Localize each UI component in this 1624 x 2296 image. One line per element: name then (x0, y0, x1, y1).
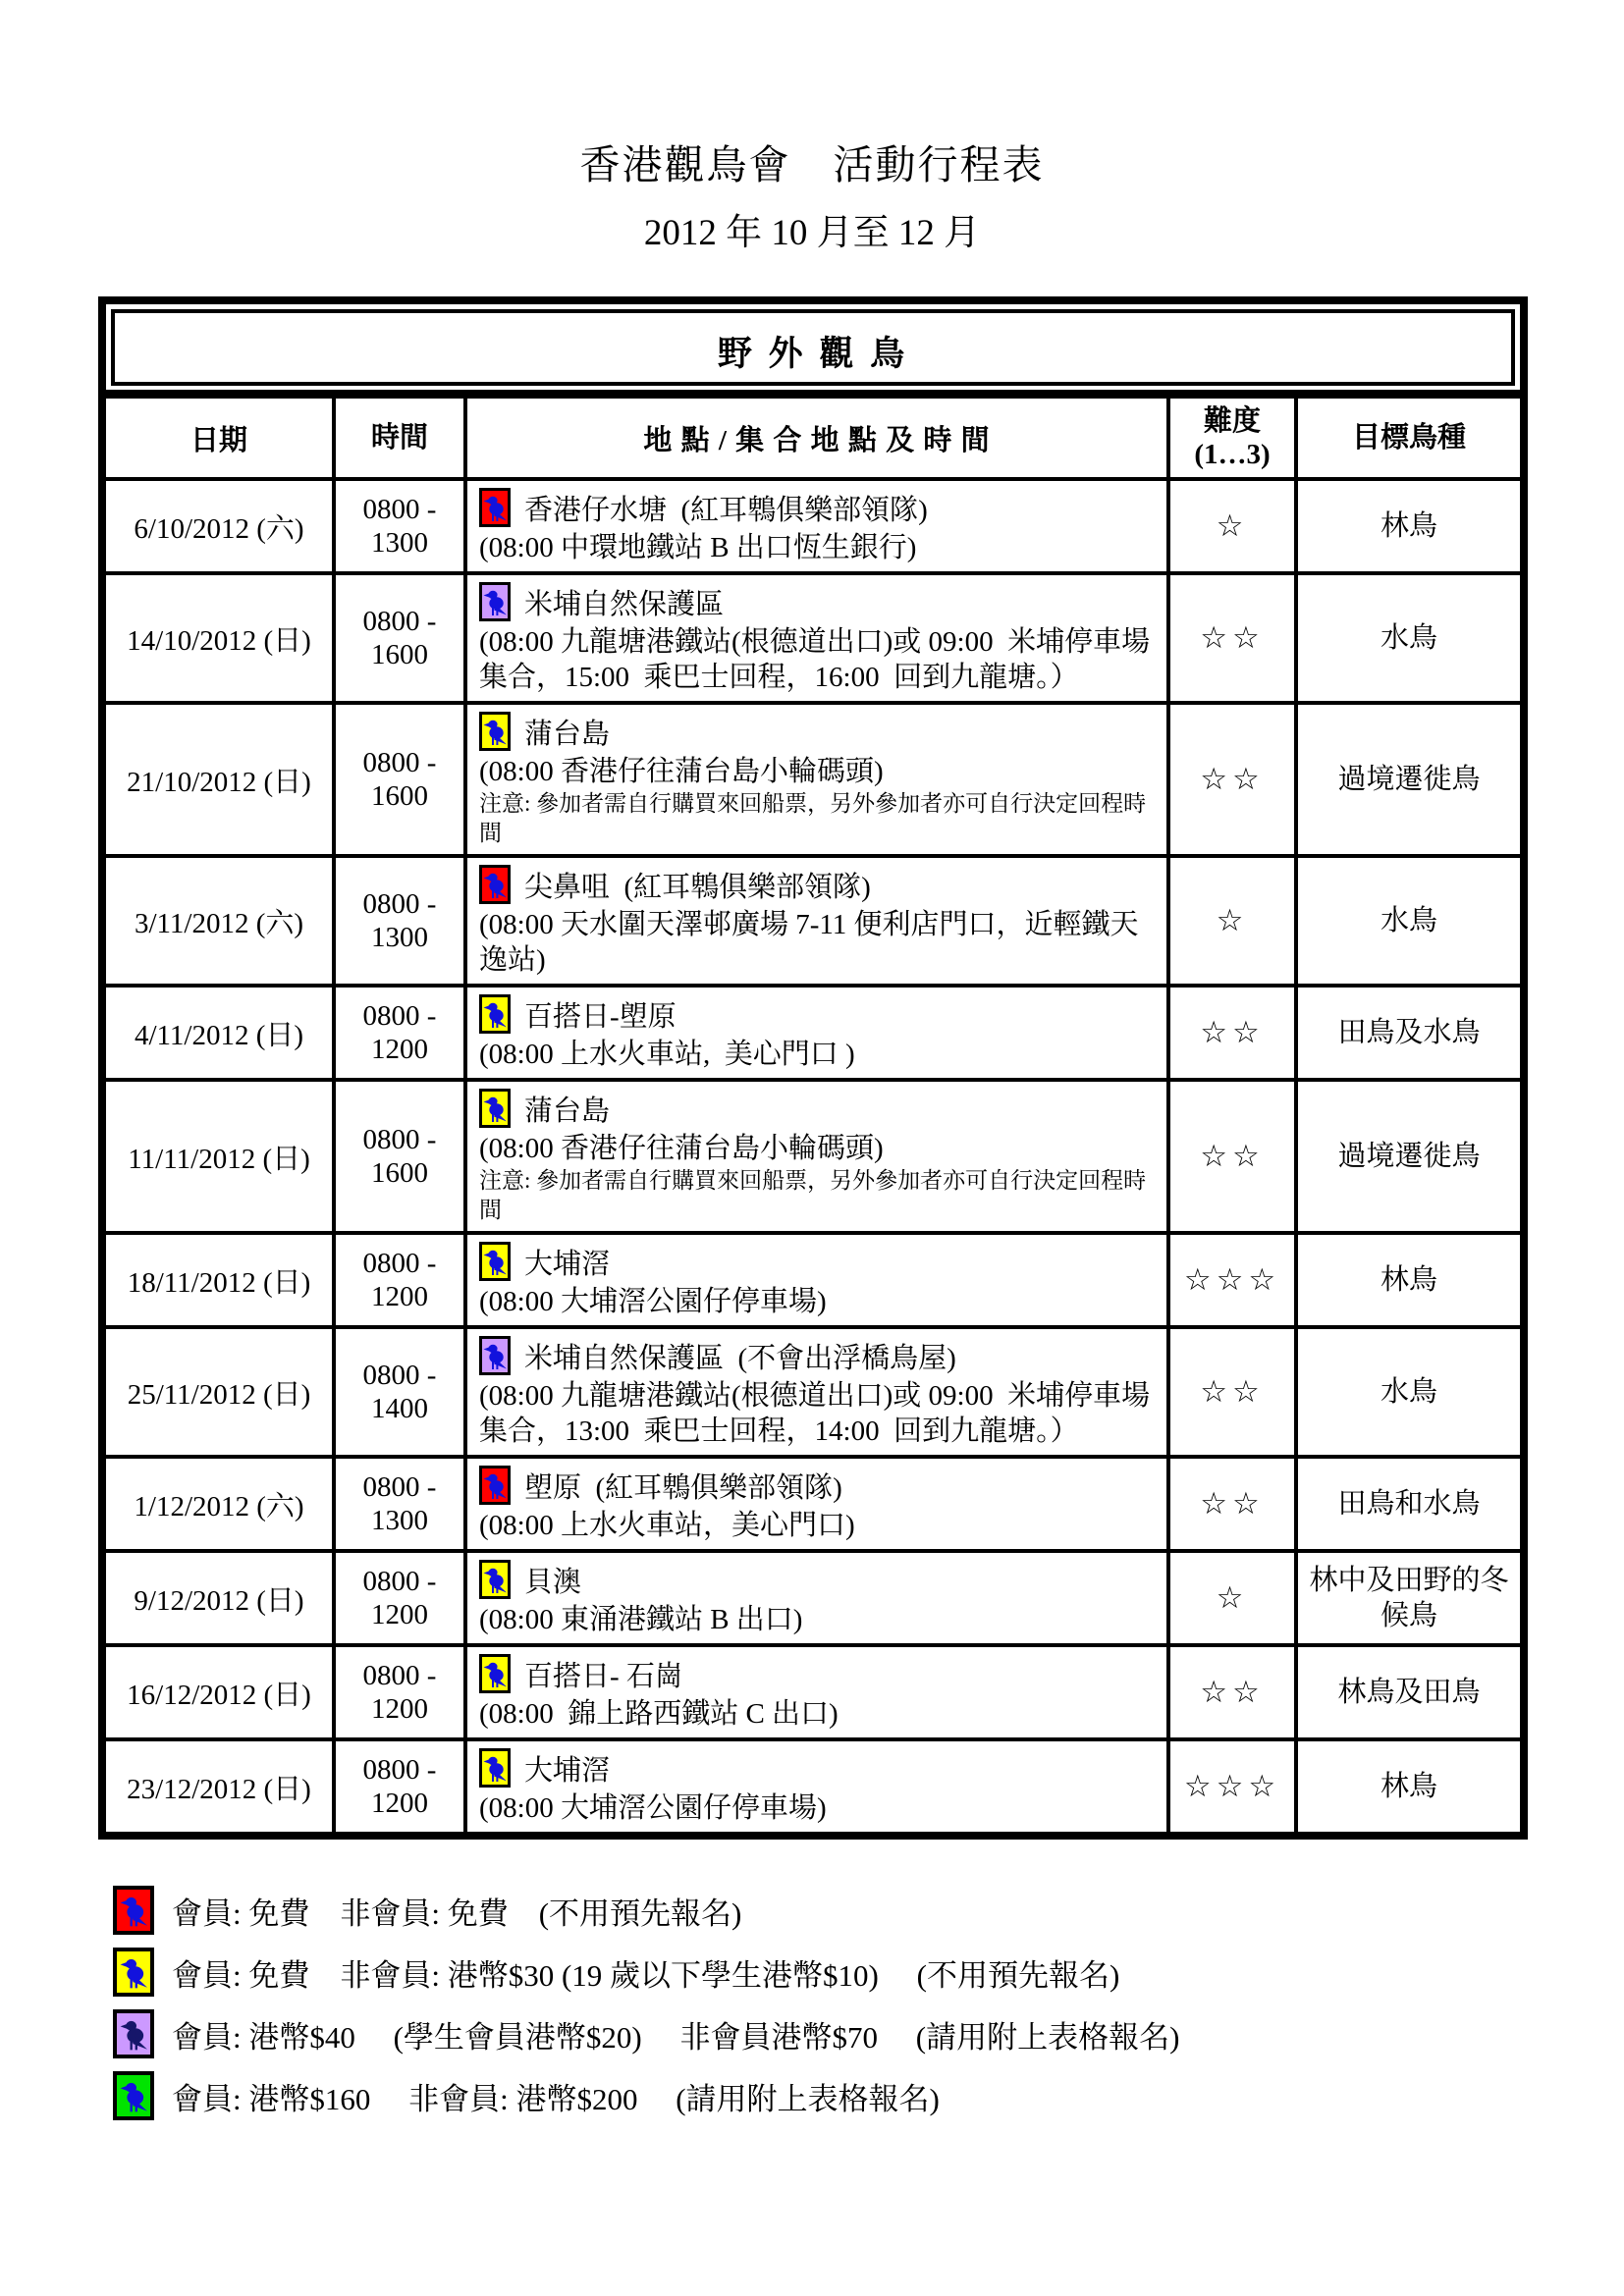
time-end: 1300 (371, 1505, 428, 1536)
bird-icon (479, 1654, 511, 1693)
location-title: 塱原 (紅耳鵯俱樂部領隊) (524, 1471, 842, 1504)
bird-icon (479, 1748, 511, 1788)
legend-item-green (113, 2070, 1624, 2121)
difficulty-cell: ☆☆ (1166, 1459, 1294, 1549)
notice-text: 注意: 參加者需自行購買來回船票，另外參加者亦可自行決定回程時間 (479, 1168, 1147, 1222)
date-cell: 4/11/2012 (日) (134, 1019, 304, 1051)
fee-legend (113, 1885, 1624, 2121)
bird-icon (479, 1560, 511, 1599)
date-cell: 21/10/2012 (日) (127, 766, 311, 798)
difficulty-cell: ☆ (1166, 481, 1294, 571)
location-cell (463, 1741, 1166, 1832)
legend-text: 會員: 免費 非會員: 港幣$30 (19 歲以下學生港幣$10) (不用預先報名) (172, 1957, 1120, 1993)
table-row (106, 1325, 1520, 1455)
bird-icon (479, 582, 511, 621)
legend-text: 會員: 港幣$40 (學生會員港幣$20) 非會員港幣$70 (請用附上表格報名) (172, 2019, 1180, 2055)
header-location: 地 點 / 集 合 地 點 及 時 間 (463, 399, 1166, 477)
difficulty-cell: ☆ (1166, 1553, 1294, 1643)
legend-item-yellow (113, 1947, 1624, 1998)
time-start: 0800 - (362, 606, 437, 637)
bird-icon (479, 865, 511, 904)
location-title: 貝澳 (524, 1566, 582, 1598)
bird-icon (479, 994, 511, 1034)
location-cell (463, 481, 1166, 571)
location-cell (463, 858, 1166, 984)
bird-icon (113, 2009, 154, 2058)
header-row (106, 399, 1520, 477)
location-title: 尖鼻咀 (紅耳鵯俱樂部領隊) (524, 871, 871, 903)
bird-icon (113, 1886, 154, 1935)
time-cell (332, 1329, 463, 1455)
meeting-info: (08:00 大埔滘公園仔停車場) (479, 1286, 827, 1317)
schedule-table (98, 296, 1528, 1840)
table-row (106, 984, 1520, 1078)
time-cell (332, 858, 463, 984)
time-start: 0800 - (362, 1124, 437, 1155)
date-cell: 9/12/2012 (日) (134, 1584, 304, 1617)
table-row (106, 1455, 1520, 1549)
date-cell: 14/10/2012 (日) (127, 624, 311, 657)
time-cell (332, 1741, 463, 1832)
time-start: 0800 - (362, 1566, 437, 1597)
header-difficulty (1166, 399, 1294, 477)
header-difficulty-line2: (1…3) (1194, 439, 1271, 470)
bird-icon (479, 1466, 511, 1505)
bird-icon (113, 2071, 154, 2120)
location-cell (463, 705, 1166, 854)
time-start: 0800 - (362, 1754, 437, 1786)
header-time: 時間 (332, 399, 463, 477)
difficulty-cell: ☆☆ (1166, 1329, 1294, 1455)
time-end: 1600 (371, 639, 428, 670)
date-cell: 6/10/2012 (六) (134, 512, 304, 545)
target-cell: 林鳥及田鳥 (1294, 1647, 1520, 1737)
meeting-info: (08:00 錦上路西鐵站 C 出口) (479, 1698, 839, 1730)
time-start: 0800 - (362, 888, 437, 920)
meeting-info: (08:00 上水火車站，美心門口) (479, 1510, 855, 1541)
time-start: 0800 - (362, 747, 437, 778)
legend-item-red (113, 1885, 1624, 1936)
location-cell (463, 1329, 1166, 1455)
table-row (106, 1643, 1520, 1737)
location-title: 大埔滘 (524, 1754, 611, 1787)
time-cell (332, 1647, 463, 1737)
bird-icon (479, 1336, 511, 1375)
page-title: 香港觀鳥會 活動行程表 (579, 142, 1045, 187)
meeting-info: (08:00 中環地鐵站 B 出口恆生銀行) (479, 532, 917, 563)
time-cell (332, 1459, 463, 1549)
difficulty-cell: ☆☆ (1166, 988, 1294, 1078)
table-row (106, 1737, 1520, 1832)
location-cell (463, 1553, 1166, 1643)
bird-icon (113, 1948, 154, 1997)
date-cell: 1/12/2012 (六) (134, 1490, 304, 1522)
location-cell (463, 1459, 1166, 1549)
time-start: 0800 - (362, 494, 437, 525)
difficulty-cell: ☆☆ (1166, 1647, 1294, 1737)
table-row (106, 571, 1520, 701)
time-start: 0800 - (362, 1000, 437, 1032)
table-row (106, 1078, 1520, 1231)
time-cell (332, 705, 463, 854)
target-cell: 田鳥及水鳥 (1294, 988, 1520, 1078)
target-cell: 過境遷徙鳥 (1294, 1082, 1520, 1231)
location-title: 香港仔水塘 (紅耳鵯俱樂部領隊) (524, 494, 928, 526)
time-cell (332, 988, 463, 1078)
time-end: 1200 (371, 1599, 428, 1630)
table-row (106, 477, 1520, 571)
date-cell: 16/12/2012 (日) (127, 1679, 311, 1711)
difficulty-cell: ☆☆☆ (1166, 1235, 1294, 1325)
time-start: 0800 - (362, 1248, 437, 1279)
legend-text: 會員: 港幣$160 非會員: 港幣$200 (請用附上表格報名) (172, 2081, 940, 2116)
header-difficulty-line1: 難度 (1203, 405, 1261, 437)
difficulty-cell: ☆ (1166, 858, 1294, 984)
header-date: 日期 (189, 424, 247, 456)
bird-icon (479, 488, 511, 527)
date-cell: 25/11/2012 (日) (127, 1378, 311, 1411)
location-cell (463, 1235, 1166, 1325)
location-title: 百搭日-塱原 (524, 1000, 677, 1033)
meeting-info: (08:00 九龍塘港鐵站(根德道出口)或 09:00 米埔停車場集合，13:00 乘巴士回程，14:00 回到九龍塘。） (479, 1380, 1151, 1447)
difficulty-cell: ☆☆☆ (1166, 1741, 1294, 1832)
target-cell: 水鳥 (1294, 575, 1520, 701)
section-title: 野 外 觀 鳥 (111, 309, 1515, 386)
bird-icon (479, 1242, 511, 1281)
location-title: 百搭日- 石崗 (524, 1660, 683, 1692)
date-cell: 3/11/2012 (六) (134, 907, 304, 939)
target-cell: 過境遷徙鳥 (1294, 705, 1520, 854)
table-row (106, 1231, 1520, 1325)
meeting-info: (08:00 東涌港鐵站 B 出口) (479, 1604, 803, 1635)
target-cell: 田鳥和水鳥 (1294, 1459, 1520, 1549)
time-cell (332, 1553, 463, 1643)
time-end: 1200 (371, 1281, 428, 1312)
time-start: 0800 - (362, 1471, 437, 1503)
time-cell (332, 575, 463, 701)
date-cell: 11/11/2012 (日) (128, 1143, 310, 1175)
time-end: 1400 (371, 1393, 428, 1424)
time-start: 0800 - (362, 1360, 437, 1391)
time-end: 1200 (371, 1788, 428, 1819)
target-cell: 林鳥 (1294, 1741, 1520, 1832)
location-cell (463, 575, 1166, 701)
meeting-info: (08:00 香港仔往蒲台島小輪碼頭) (479, 756, 884, 787)
location-cell (463, 988, 1166, 1078)
difficulty-cell: ☆☆ (1166, 1082, 1294, 1231)
time-cell (332, 1235, 463, 1325)
meeting-info: (08:00 大埔滘公園仔停車場) (479, 1792, 827, 1824)
table-row (106, 701, 1520, 854)
difficulty-cell: ☆☆ (1166, 575, 1294, 701)
time-start: 0800 - (362, 1660, 437, 1691)
meeting-info: (08:00 上水火車站, 美心門口 ) (479, 1039, 855, 1070)
schedule-grid (106, 390, 1520, 1832)
meeting-info: (08:00 九龍塘港鐵站(根德道出口)或 09:00 米埔停車場集合，15:00 乘巴士回程，16:00 回到九龍塘。） (479, 626, 1151, 693)
table-row (106, 854, 1520, 984)
time-end: 1200 (371, 1693, 428, 1725)
location-title: 蒲台島 (524, 1095, 611, 1127)
difficulty-cell: ☆☆ (1166, 705, 1294, 854)
target-cell: 林鳥 (1294, 481, 1520, 571)
location-cell (463, 1082, 1166, 1231)
time-end: 1300 (371, 922, 428, 953)
location-title: 米埔自然保護區 (524, 588, 725, 620)
bird-icon (479, 712, 511, 751)
target-cell: 水鳥 (1294, 1329, 1520, 1455)
meeting-info: (08:00 香港仔往蒲台島小輪碼頭) (479, 1133, 884, 1164)
legend-text: 會員: 免費 非會員: 免費 (不用預先報名) (172, 1896, 742, 1931)
target-cell: 林鳥 (1294, 1235, 1520, 1325)
date-cell: 18/11/2012 (日) (127, 1266, 311, 1299)
location-cell (463, 1647, 1166, 1737)
time-end: 1600 (371, 780, 428, 812)
time-end: 1600 (371, 1157, 428, 1189)
time-end: 1300 (371, 527, 428, 559)
target-cell: 林中及田野的冬候鳥 (1294, 1553, 1520, 1643)
time-end: 1200 (371, 1034, 428, 1065)
target-cell: 水鳥 (1294, 858, 1520, 984)
meeting-info: (08:00 天水圍天澤邨廣場 7-11 便利店門口，近輕鐵天逸站) (479, 909, 1139, 976)
location-title: 大埔滘 (524, 1248, 611, 1280)
notice-text: 注意: 參加者需自行購買來回船票，另外參加者亦可自行決定回程時間 (479, 791, 1147, 845)
time-cell (332, 481, 463, 571)
page-subtitle: 2012 年 10 月至 12 月 (643, 213, 981, 253)
bird-icon (479, 1089, 511, 1128)
time-cell (332, 1082, 463, 1231)
header-target: 目標鳥種 (1294, 399, 1520, 477)
legend-item-purple (113, 2008, 1624, 2059)
date-cell: 23/12/2012 (日) (127, 1773, 311, 1805)
table-row (106, 1549, 1520, 1643)
location-title: 蒲台島 (524, 718, 611, 750)
location-title: 米埔自然保護區 (不會出浮橋鳥屋) (524, 1342, 956, 1374)
